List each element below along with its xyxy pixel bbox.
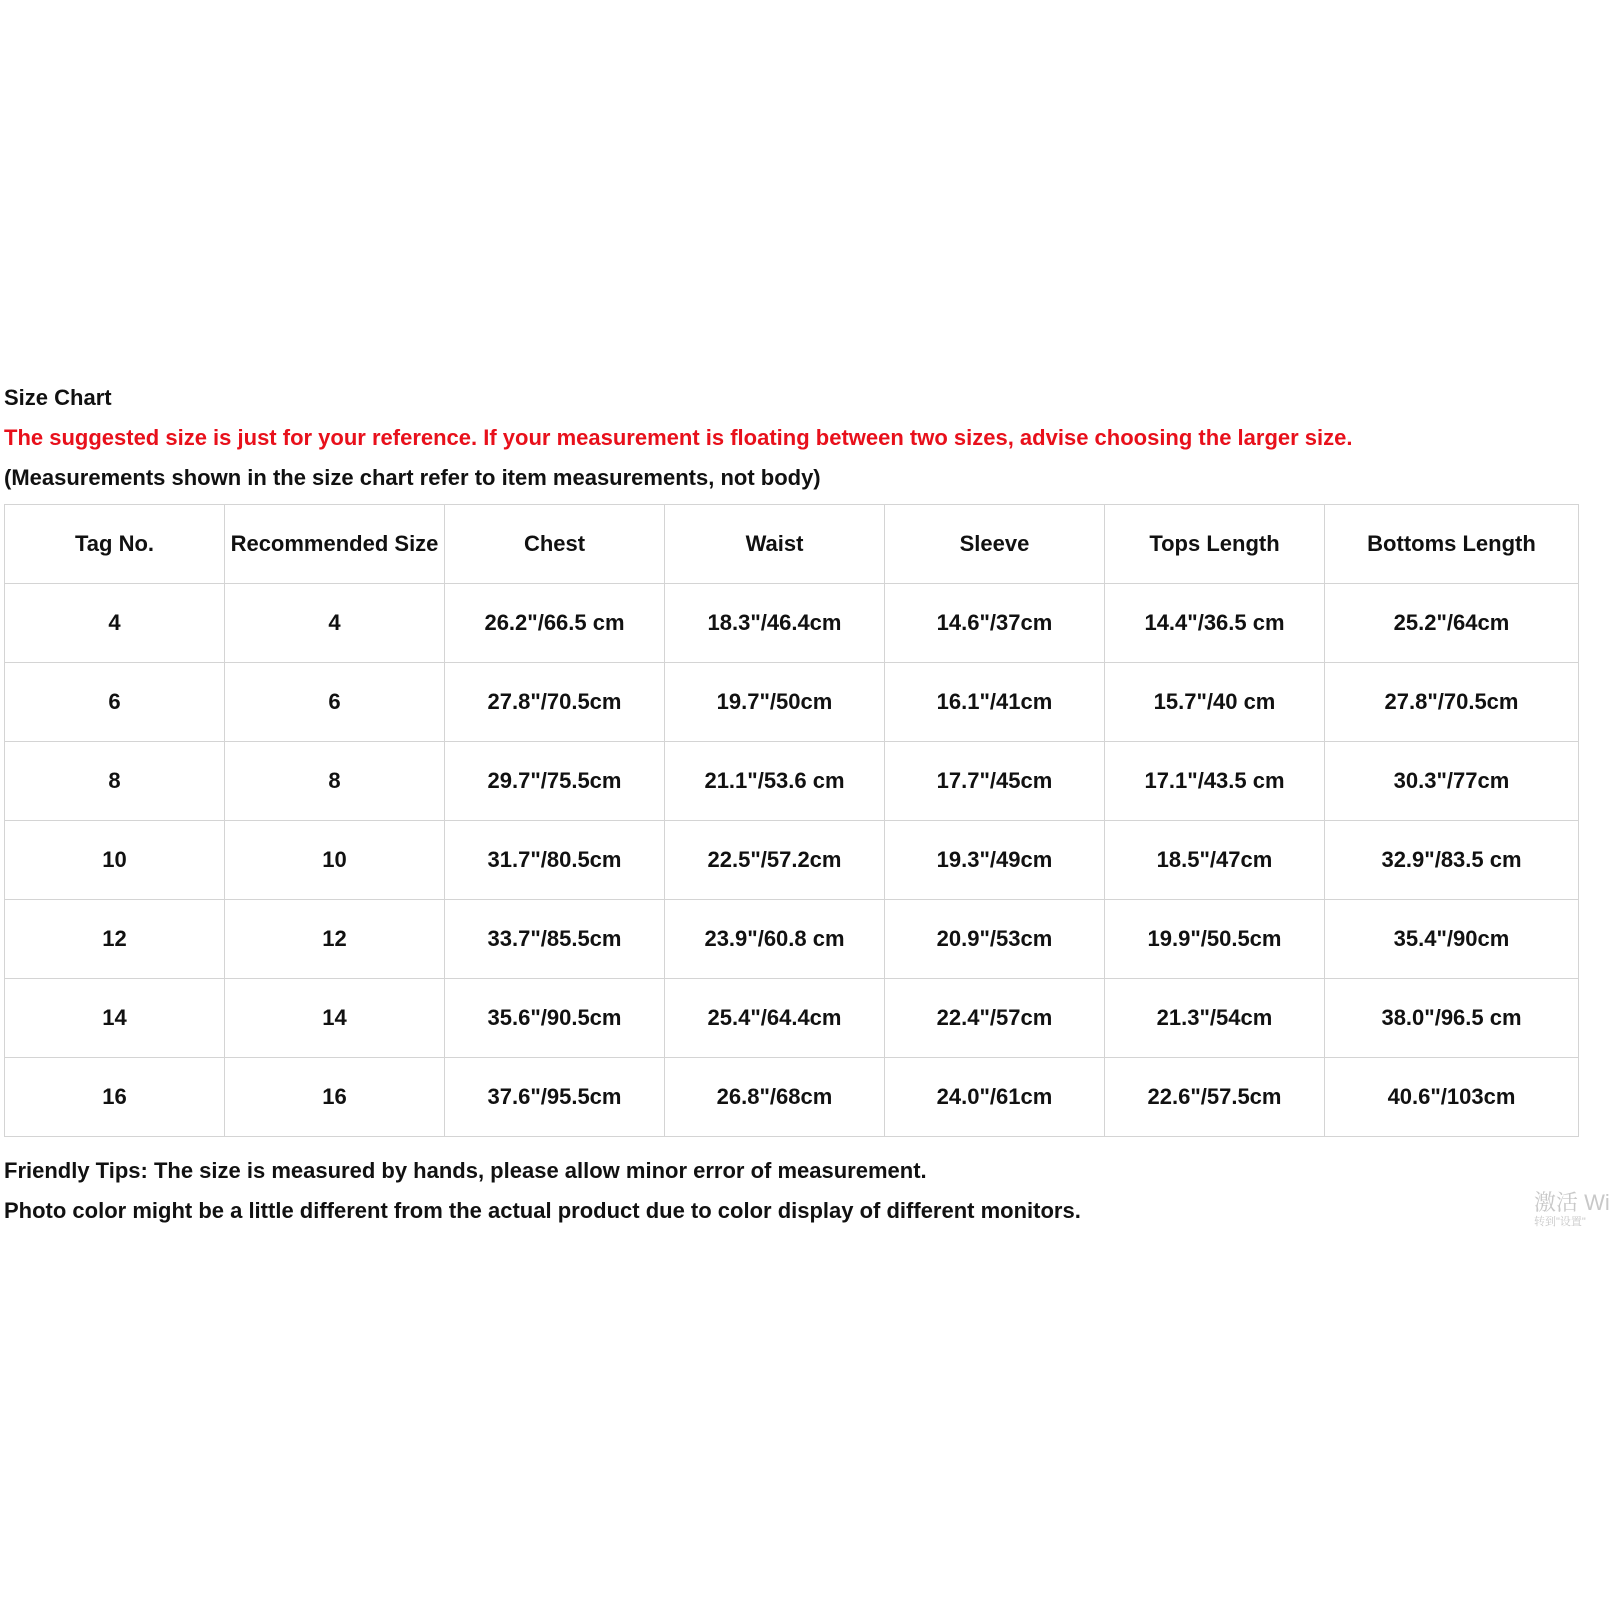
- table-header-row: [5, 505, 1579, 584]
- size-chart-title: Size Chart: [4, 385, 112, 410]
- cell-sleeve: 20.9"/53cm: [885, 900, 1105, 979]
- table-row: [5, 584, 1579, 663]
- watermark-sub-text: 转到"设置": [1534, 1216, 1586, 1228]
- cell-tops-length: 14.4"/36.5 cm: [1105, 584, 1325, 663]
- cell-waist: 26.8"/68cm: [665, 1058, 885, 1137]
- friendly-tips: [4, 1151, 1578, 1231]
- header-chest: Chest: [445, 505, 665, 584]
- cell-bottoms-length: 35.4"/90cm: [1325, 900, 1579, 979]
- cell-chest: 35.6"/90.5cm: [445, 979, 665, 1058]
- cell-bottoms-length: 30.3"/77cm: [1325, 742, 1579, 821]
- measurement-note: (Measurements shown in the size chart refer to item measurements, not body): [4, 465, 821, 490]
- cell-tag-no: 12: [5, 900, 225, 979]
- size-chart-sheet: [4, 378, 1578, 1231]
- cell-chest: 26.2"/66.5 cm: [445, 584, 665, 663]
- tips-line-measurement: Friendly Tips: The size is measured by hands, please allow minor error of measurement.: [4, 1158, 927, 1183]
- cell-tops-length: 21.3"/54cm: [1105, 979, 1325, 1058]
- cell-tag-no: 10: [5, 821, 225, 900]
- cell-waist: 21.1"/53.6 cm: [665, 742, 885, 821]
- cell-chest: 31.7"/80.5cm: [445, 821, 665, 900]
- size-table: [4, 504, 1579, 1137]
- table-row: [5, 821, 1579, 900]
- table-row: [5, 742, 1579, 821]
- cell-tops-length: 18.5"/47cm: [1105, 821, 1325, 900]
- table-row: [5, 979, 1579, 1058]
- cell-bottoms-length: 38.0"/96.5 cm: [1325, 979, 1579, 1058]
- cell-sleeve: 17.7"/45cm: [885, 742, 1105, 821]
- cell-waist: 18.3"/46.4cm: [665, 584, 885, 663]
- table-row: [5, 663, 1579, 742]
- table-row: [5, 900, 1579, 979]
- cell-waist: 22.5"/57.2cm: [665, 821, 885, 900]
- cell-chest: 37.6"/95.5cm: [445, 1058, 665, 1137]
- header-tops-length: Tops Length: [1105, 505, 1325, 584]
- cell-bottoms-length: 27.8"/70.5cm: [1325, 663, 1579, 742]
- watermark-main-text: 激活 Wi: [1534, 1190, 1610, 1215]
- cell-bottoms-length: 32.9"/83.5 cm: [1325, 821, 1579, 900]
- cell-recommended-size: 6: [225, 663, 445, 742]
- cell-tag-no: 8: [5, 742, 225, 821]
- cell-sleeve: 24.0"/61cm: [885, 1058, 1105, 1137]
- header-bottoms-length: Bottoms Length: [1325, 505, 1579, 584]
- cell-tag-no: 6: [5, 663, 225, 742]
- cell-recommended-size: 14: [225, 979, 445, 1058]
- table-row: [5, 1058, 1579, 1137]
- cell-bottoms-length: 40.6"/103cm: [1325, 1058, 1579, 1137]
- cell-tag-no: 14: [5, 979, 225, 1058]
- activation-watermark: [1534, 1190, 1610, 1228]
- cell-tops-length: 19.9"/50.5cm: [1105, 900, 1325, 979]
- cell-chest: 27.8"/70.5cm: [445, 663, 665, 742]
- cell-waist: 19.7"/50cm: [665, 663, 885, 742]
- header-waist: Waist: [665, 505, 885, 584]
- header-recommended-size: Recommended Size: [225, 505, 445, 584]
- cell-tag-no: 16: [5, 1058, 225, 1137]
- header-tag-no: Tag No.: [5, 505, 225, 584]
- cell-recommended-size: 8: [225, 742, 445, 821]
- cell-recommended-size: 4: [225, 584, 445, 663]
- cell-sleeve: 19.3"/49cm: [885, 821, 1105, 900]
- cell-waist: 25.4"/64.4cm: [665, 979, 885, 1058]
- cell-recommended-size: 12: [225, 900, 445, 979]
- cell-tops-length: 17.1"/43.5 cm: [1105, 742, 1325, 821]
- cell-waist: 23.9"/60.8 cm: [665, 900, 885, 979]
- cell-recommended-size: 16: [225, 1058, 445, 1137]
- cell-tops-length: 15.7"/40 cm: [1105, 663, 1325, 742]
- cell-sleeve: 22.4"/57cm: [885, 979, 1105, 1058]
- reference-note: The suggested size is just for your reference. If your measurement is floating between two sizes, advise choosing the larger size.: [4, 425, 1353, 450]
- cell-tops-length: 22.6"/57.5cm: [1105, 1058, 1325, 1137]
- cell-bottoms-length: 25.2"/64cm: [1325, 584, 1579, 663]
- header-sleeve: Sleeve: [885, 505, 1105, 584]
- cell-sleeve: 16.1"/41cm: [885, 663, 1105, 742]
- cell-recommended-size: 10: [225, 821, 445, 900]
- cell-chest: 29.7"/75.5cm: [445, 742, 665, 821]
- tips-line-color: Photo color might be a little different from the actual product due to color display of different monitors.: [4, 1198, 1081, 1223]
- cell-chest: 33.7"/85.5cm: [445, 900, 665, 979]
- cell-tag-no: 4: [5, 584, 225, 663]
- cell-sleeve: 14.6"/37cm: [885, 584, 1105, 663]
